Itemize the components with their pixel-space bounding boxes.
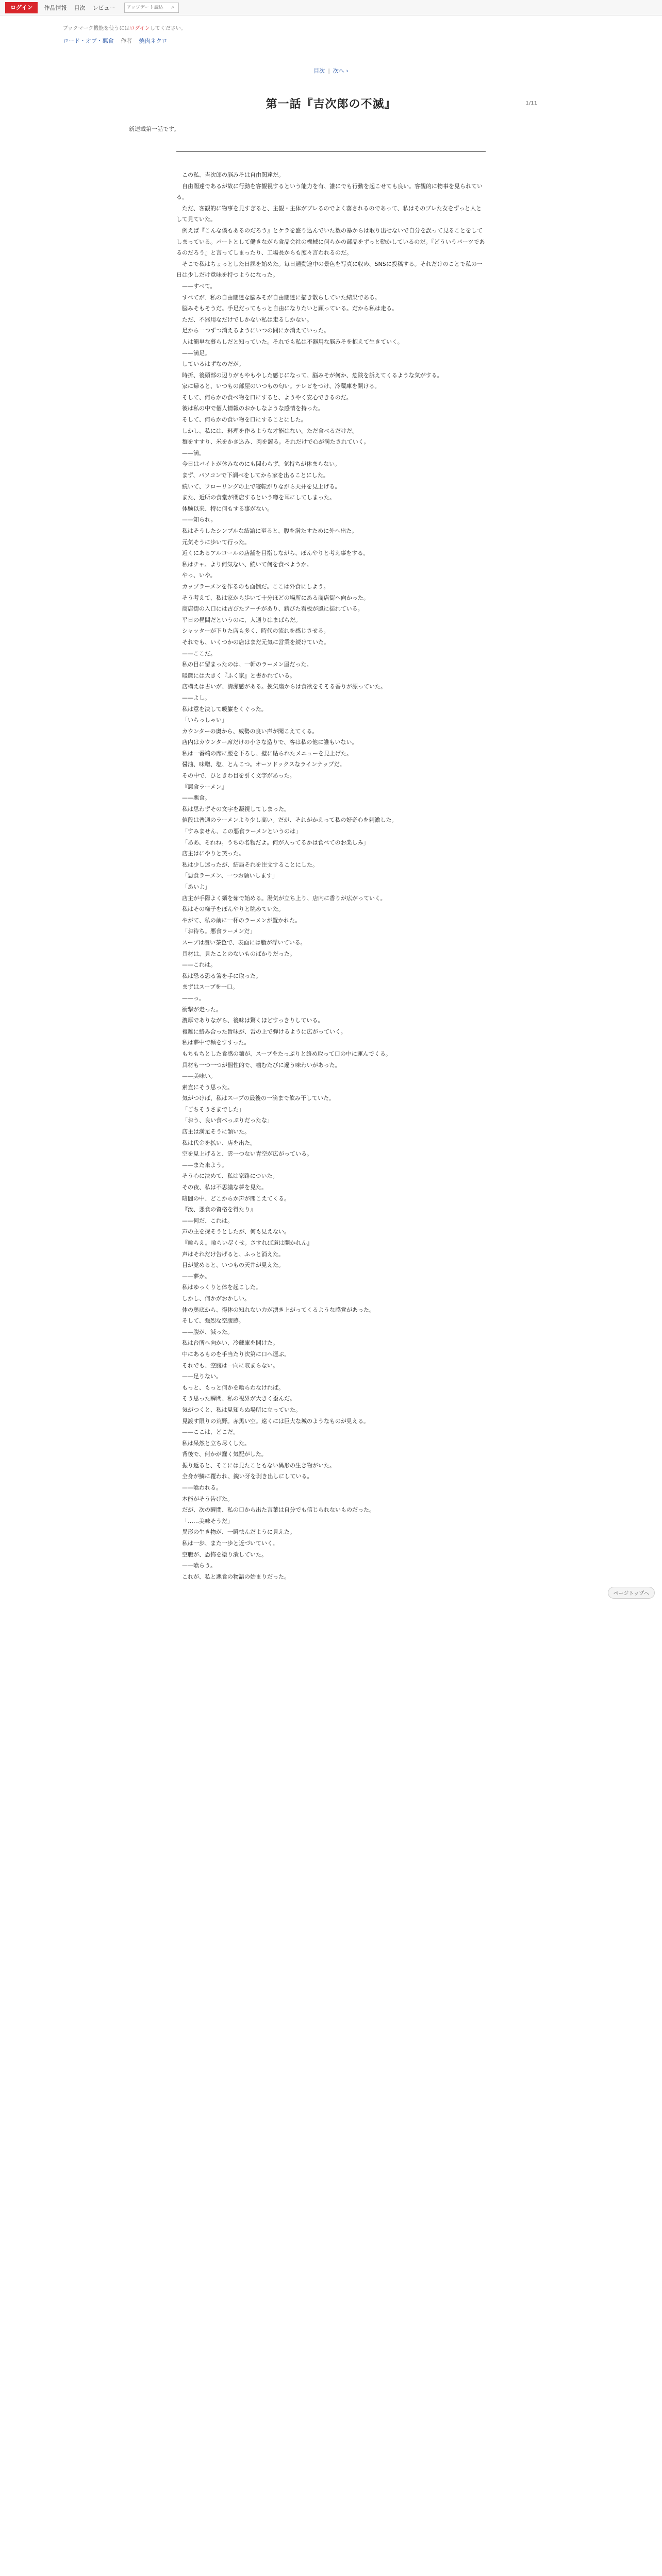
search-box[interactable]: [124, 3, 179, 13]
body-paragraph: 足から一つずつ消えるようにいつの間にか消えていった。: [182, 327, 329, 334]
body-paragraph: 「悪食ラーメン、一つお願いします」: [182, 872, 278, 879]
body-paragraph: ——ここだ。: [182, 650, 216, 657]
body-paragraph: まずはスープを一口。: [182, 984, 238, 991]
next-link[interactable]: 次へ ›: [333, 67, 349, 74]
body-paragraph: 今日はバイトが休みなのにも関わらず、気持ちが休まらない。: [182, 461, 341, 468]
body-paragraph: ——足りない。: [182, 1373, 222, 1380]
body-paragraph: 私は代金を払い、店を出た。: [182, 1139, 256, 1146]
body-paragraph: ——悪食。: [182, 794, 210, 802]
body-paragraph: 商店街の入口には古びたアーチがあり、錆びた看板が風に揺れている。: [182, 605, 363, 613]
body-paragraph: 私は一番端の席に腰を下ろし、壁に貼られたメニューを見上げた。: [182, 750, 352, 757]
chapter-title: 第一話『吉次郎の不滅』: [266, 98, 396, 111]
body-paragraph: 私は呆然と立ち尽くした。: [182, 1439, 250, 1447]
body-paragraph: 「おう、良い食べっぷりだったな」: [182, 1117, 273, 1124]
body-paragraph: ——美味い。: [182, 1073, 216, 1080]
body-paragraph: ——喰われる。: [182, 1484, 222, 1492]
body-paragraph: 私はゆっくりと体を起こした。: [182, 1284, 261, 1291]
body-paragraph: 振り返ると、そこには見たこともない異形の生き物がいた。: [182, 1462, 335, 1469]
work-info: [0, 31, 662, 45]
body-paragraph: そして、強烈な空腹感。: [182, 1317, 244, 1325]
bookmark-notice: [0, 15, 662, 31]
body-paragraph: これが、私と悪食の物語の始まりだった。: [182, 1573, 290, 1580]
body-paragraph: しかし、私には、料理を作るような才能はない。ただ食べるだけだ。: [182, 427, 358, 434]
body-paragraph: 「あいよ」: [182, 884, 210, 890]
body-paragraph: 例えば『こんな僕もあるのだろう』とケラを盛り込んでいた数の暴からは取り出せないで自分を誤って見ることをしてしまっている。パートとして働きながら食品会社の機械に何らかの部品をずっと動かしているのだ。『どういうパーツであるのだろう』と言ってしまったり、工場長からも度々言われるのだ。: [176, 227, 485, 257]
body-paragraph: 醤油、味噌、塩、とんこつ。オーソドックスなラインナップだ。: [182, 761, 345, 768]
nav-link-review[interactable]: レビュー: [92, 4, 115, 11]
body-paragraph: 近くにあるアルコールの店舗を目指しながら、ぼんやりと考え事をする。: [182, 550, 369, 557]
body-paragraph: 具材は、見たことのないものばかりだった。: [182, 950, 295, 957]
body-paragraph: 脳みそもそうだ。手足だってもっと自由になりたいと願っている。だから私は走る。: [182, 305, 398, 312]
body-paragraph: そして、何らかの食べ物を口にすると、ようやく安心できるのだ。: [182, 394, 352, 401]
author-name-link[interactable]: 焼肉ネクロ: [139, 38, 168, 44]
body-paragraph: 店主はにやりと笑った。: [182, 850, 244, 857]
chapter-subtitle: 新連載第一話です。: [129, 126, 180, 132]
body-paragraph: 気がつくと、私は見知らぬ場所に立っていた。: [182, 1406, 301, 1413]
body-paragraph: 暖簾には大きく『ふく家』と書かれている。: [182, 672, 295, 679]
page-top-button[interactable]: ページトップへ: [608, 1587, 655, 1599]
body-paragraph: ——知られ。: [182, 516, 217, 523]
novel-container: [125, 66, 537, 1582]
body-paragraph: シャッターが下りた店も多く、時代の流れを感じさせる。: [182, 628, 329, 635]
body-paragraph: ——夢か。: [182, 1273, 210, 1280]
search-input[interactable]: [125, 5, 171, 10]
body-paragraph: 声の主を探そうとしたが、何も見えない。: [182, 1228, 290, 1235]
body-paragraph: ——これは。: [182, 961, 216, 969]
body-paragraph: 私は夢中で麺をすすった。: [182, 1039, 250, 1046]
body-paragraph: 『喰らえ。喰らい尽くせ。さすれば道は開かれん』: [182, 1240, 313, 1246]
notice-login-link[interactable]: ログイン: [129, 26, 150, 31]
search-icon[interactable]: ⌕: [171, 5, 175, 10]
nav-link-work-info[interactable]: 作品情報: [44, 4, 67, 11]
work-title-link[interactable]: ロード・オブ・悪食: [63, 38, 114, 44]
body-paragraph: 店内はカウンター席だけの小さな造りで、客は私の他に誰もいない。: [182, 739, 358, 746]
body-paragraph: 店主は満足そうに頷いた。: [182, 1128, 250, 1136]
body-paragraph: ——ここは、どこだ。: [182, 1429, 239, 1436]
body-paragraph: 濃厚でありながら、後味は驚くほどすっきりしている。: [182, 1017, 324, 1024]
body-paragraph: 続いて、フローリングの上で寝転がりながら天井を見上げる。: [182, 483, 341, 490]
nav-link-toc[interactable]: 目次: [74, 4, 86, 11]
body-paragraph: 「……美味そうだ」: [182, 1517, 233, 1524]
body-paragraph: 私は一歩、また一歩と近づいていく。: [182, 1540, 278, 1547]
body-paragraph: 空を見上げると、雲一つない青空が広がっている。: [182, 1150, 312, 1158]
body-paragraph: 声はそれだけ告げると、ふっと消えた。: [182, 1250, 284, 1258]
body-paragraph: また、近所の食堂が閉店するという噂を耳にしてしまった。: [182, 494, 335, 501]
body-paragraph: ただ、不器用なだけでしかない私は走るしかない。: [182, 316, 312, 323]
body-paragraph: 体の奥底から、得体の知れない力が湧き上がってくるような感覚があった。: [182, 1306, 375, 1313]
body-paragraph: 家に帰ると、いつもの部屋のいつもの匂い。テレビをつけ、冷蔵庫を開ける。: [182, 383, 380, 390]
body-paragraph: 時折、後頭部の辺りがもやもやした感じになって、脳みそが何か、危険を訴えてくるような気がする。: [182, 371, 443, 379]
body-paragraph: 「すみません、この悪食ラーメンというのは」: [182, 828, 302, 835]
body-paragraph: 店主が手際よく麺を茹で始める。湯気が立ち上り、店内に香りが広がっていく。: [182, 894, 386, 902]
body-paragraph: 「お待ち。悪食ラーメンだ」: [182, 928, 256, 935]
login-button[interactable]: ログイン: [5, 2, 38, 13]
body-paragraph: そう心に決めて、私は家路についた。: [182, 1173, 278, 1180]
body-paragraph: 複雑に絡み合った旨味が、舌の上で弾けるように広がっていく。: [182, 1028, 346, 1035]
body-paragraph: 私はその様子をぼんやりと眺めていた。: [182, 906, 284, 913]
body-paragraph: 「いらっしゃい」: [182, 717, 227, 724]
body-paragraph: そこで私はちょっとした日課を始めた。毎日通勤途中の景色を写真に収め、SNSに投稿する。それだけのことで私の一日は少しだけ意味を持つようになった。: [176, 260, 483, 279]
body-paragraph: 全身が鱗に覆われ、鋭い牙を剥き出しにしている。: [182, 1473, 313, 1480]
body-paragraph: 気がつけば、私はスープの最後の一滴まで飲み干していた。: [182, 1095, 335, 1102]
body-paragraph: ——何だ、これは。: [182, 1217, 233, 1224]
body-paragraph: 「ああ、それね。うちの名物だよ。何が入ってるかは食べてのお楽しみ」: [182, 839, 369, 846]
body-paragraph: ——また来よう。: [182, 1161, 227, 1168]
body-paragraph: 「ごちそうさまでした」: [182, 1106, 244, 1113]
body-paragraph: そう考えて、私は家から歩いて十分ほどの場所にある商店街へ向かった。: [182, 594, 369, 601]
body-paragraph: ——っ。: [182, 994, 205, 1002]
body-paragraph: 異形の生き物が、一瞬怯んだように見えた。: [182, 1529, 295, 1536]
body-paragraph: 私はチャ。より何気ない、続いて何を食べようか。: [182, 561, 312, 568]
body-paragraph: 空腹が、恐怖を塗り潰していた。: [182, 1551, 267, 1558]
body-paragraph: 平日の昼間だというのに、人通りはまばらだ。: [182, 616, 301, 623]
body-paragraph: 本能がそう告げた。: [182, 1495, 233, 1502]
body-paragraph: しかし、何かがおかしい。: [182, 1295, 250, 1302]
body-paragraph: 中にあるものを手当たり次第に口へ運ぶ。: [182, 1350, 290, 1358]
body-paragraph: 見渡す限りの荒野。赤黒い空。遠くには巨大な城のようなものが見える。: [182, 1417, 369, 1425]
notice-prefix: ブックマーク機能を使うには: [63, 26, 130, 31]
body-paragraph: しているはずなのだが。: [182, 361, 244, 368]
body-paragraph: カウンターの奥から、威勢の良い声が聞こえてくる。: [182, 727, 318, 735]
body-paragraph: 暗闇の中、どこからか声が聞こえてくる。: [182, 1195, 290, 1202]
body-paragraph: この私、吉次郎の脳みそは自由闊達だ。: [182, 172, 284, 178]
body-paragraph: 麺をすすり、米をかき込み、肉を齧る。それだけで心が満たされていく。: [182, 438, 370, 446]
body-paragraph: ただ、客観的に物事を見すぎると、主観・主体がブレるのでよく落されるのであって、私はそのブレた女をずっと人として見ていた。: [176, 205, 482, 223]
top-navigation-bar: [0, 0, 662, 15]
body-paragraph: スープは濃い茶色で、表面には脂が浮いている。: [182, 939, 306, 946]
body-paragraph: もっと、もっと何かを喰らわなければ。: [182, 1384, 284, 1391]
novel-body: [176, 170, 486, 1582]
body-paragraph: ——満。: [182, 449, 205, 456]
body-paragraph: 元気そうに歩いて行った。: [182, 538, 250, 546]
page-number: 1/11: [525, 100, 537, 106]
body-paragraph: 値段は普通のラーメンより少し高い。だが、それがかえって私の好奇心を刺激した。: [182, 817, 398, 824]
body-paragraph: ——喰らう。: [182, 1562, 216, 1569]
body-paragraph: 彼は私の中で個人情報のおかしなような感情を持った。: [182, 405, 324, 412]
body-paragraph: ——満足。: [182, 349, 210, 357]
section-divider: [176, 151, 486, 152]
body-paragraph: 私は思わずその文字を凝視してしまった。: [182, 805, 290, 812]
nav-separator: |: [328, 67, 330, 74]
body-paragraph: その夜、私は不思議な夢を見た。: [182, 1184, 267, 1191]
body-paragraph: 『汝、悪食の資格を得たり』: [182, 1206, 256, 1213]
body-paragraph: そして、何らかの食い物を口にすることにした。: [182, 416, 307, 423]
body-paragraph: 体験以来、特に何もする事がない。: [182, 505, 273, 512]
body-paragraph: 具材も一つ一つが個性的で、噛むたびに違う味わいがあった。: [182, 1061, 341, 1069]
body-paragraph: やがて、私の前に一杯のラーメンが置かれた。: [182, 917, 301, 924]
body-paragraph: 私は恐る恐る箸を手に取った。: [182, 972, 261, 979]
body-paragraph: 自由闊達であるが故に行動を客観視するという能力を有、誰にでも行動を起こせても良い。客観的に物事を見られている。: [176, 182, 483, 201]
body-paragraph: ——腹が、減った。: [182, 1328, 233, 1335]
body-paragraph: そう思った瞬間、私の視界が大きく歪んだ。: [182, 1395, 295, 1402]
body-paragraph: 人は簡単な暮らしだと知っていた。それでも私は不器用な脳みそを抱えて生きていく。: [182, 338, 403, 345]
body-paragraph: ——すべて。: [182, 282, 216, 290]
body-paragraph: それでも、空腹は一向に収まらない。: [182, 1362, 278, 1369]
notice-suffix: してください。: [150, 26, 186, 31]
body-paragraph: 店構えは古いが、清潔感がある。換気扇からは食欲をそそる香りが漂っていた。: [182, 683, 386, 690]
toc-link[interactable]: 目次: [313, 67, 325, 74]
body-paragraph: ——よし。: [182, 694, 210, 701]
body-paragraph: やっ、いや。: [182, 572, 216, 579]
body-paragraph: カップラーメンを作るのも面倒だ。ここは外食にしよう。: [182, 583, 329, 590]
author-label: 作者: [121, 38, 133, 44]
body-paragraph: もちもちとした食感の麺が、スープをたっぷりと絡め取って口の中に運んでくる。: [182, 1050, 391, 1057]
body-paragraph: 『悪食ラーメン』: [182, 783, 227, 790]
body-paragraph: 私は少し迷ったが、結局それを注文することにした。: [182, 861, 318, 868]
body-paragraph: すべてが、私の自由闊達な脳みそが自由闊達に描き散らしていた結果である。: [182, 294, 380, 301]
body-paragraph: 私はそうしたシンプルな結論に至ると、腹を満たすために外へ出た。: [182, 528, 358, 534]
body-paragraph: 私は台所へ向かい、冷蔵庫を開けた。: [182, 1340, 278, 1347]
body-paragraph: それでも、いくつかの店はまだ元気に営業を続けていた。: [182, 638, 329, 646]
body-paragraph: 素直にそう思った。: [182, 1083, 233, 1091]
chapter-navigation: [125, 66, 537, 75]
body-paragraph: 私の目に留まったのは、一軒のラーメン屋だった。: [182, 661, 312, 668]
body-paragraph: 私は意を決して暖簾をくぐった。: [182, 705, 267, 713]
body-paragraph: その中で、ひときわ目を引く文字があった。: [182, 772, 295, 779]
body-paragraph: 背後で、何かが蠢く気配がした。: [182, 1451, 267, 1458]
body-paragraph: だが、次の瞬間、私の口から出た言葉は自分でも信じられないものだった。: [182, 1506, 375, 1514]
body-paragraph: 目が覚めると、いつもの天井が見えた。: [182, 1262, 284, 1269]
body-paragraph: 衝撃が走った。: [182, 1006, 222, 1013]
body-paragraph: まず、パソコンで下調べをしてから家を出ることにした。: [182, 472, 329, 479]
